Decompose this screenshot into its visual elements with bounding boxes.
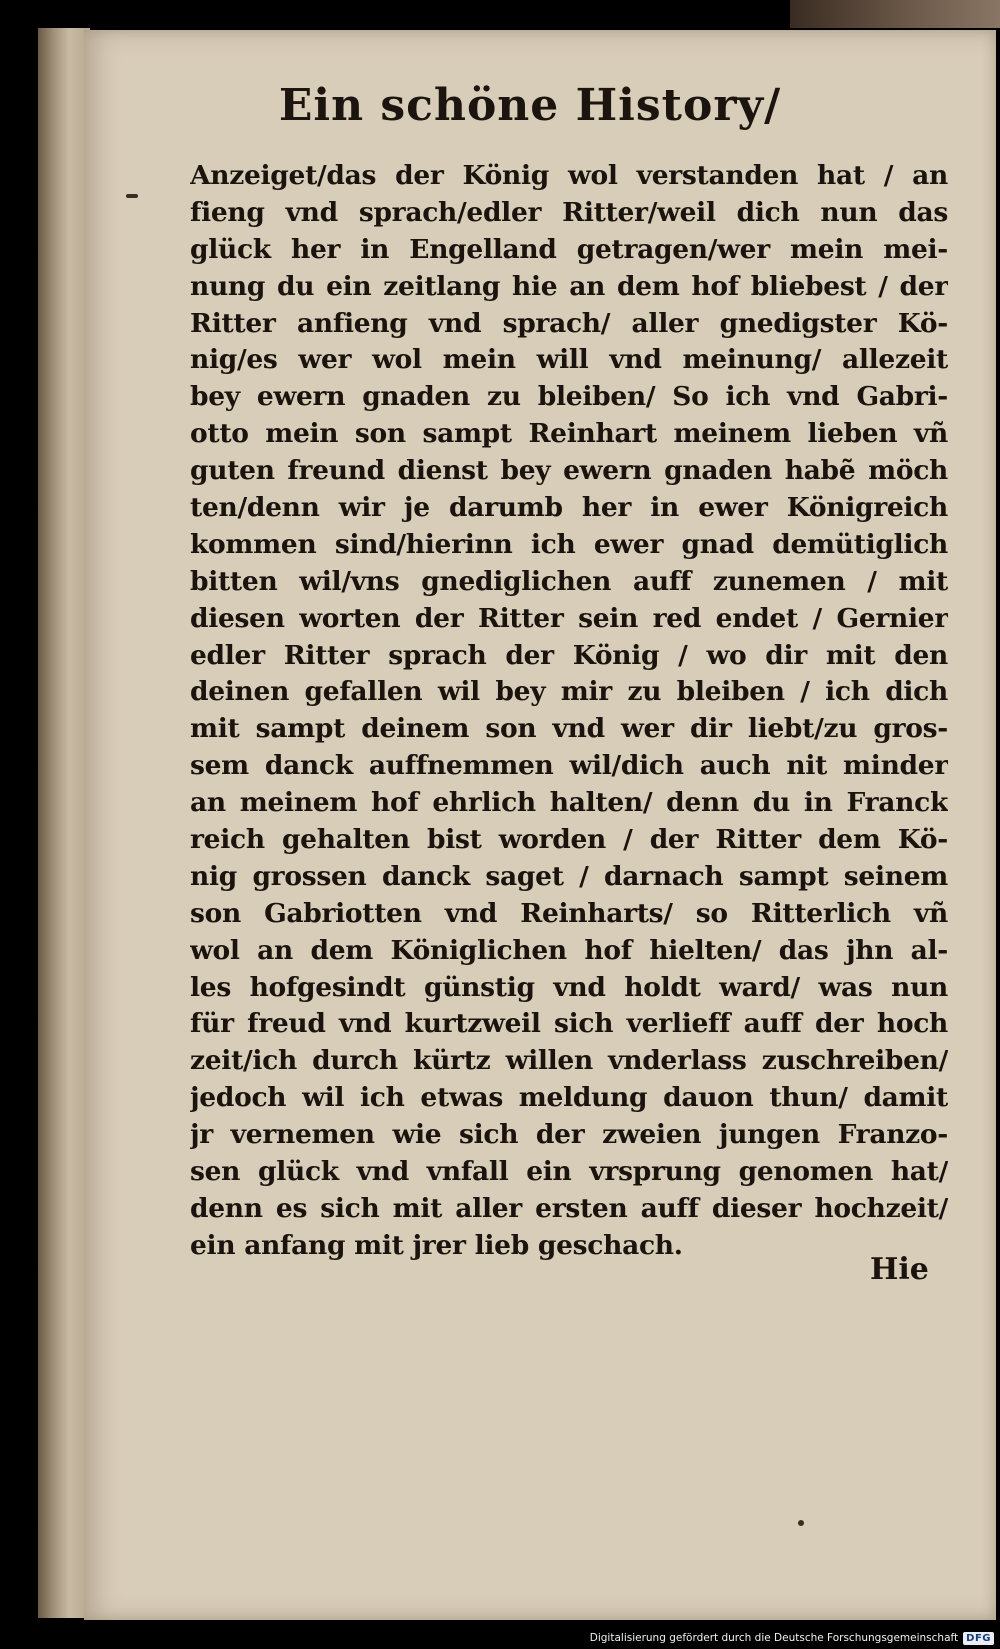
book-page-edges (38, 28, 90, 1618)
text-line: kommen sind/hierinn ich ewer gnad demütiglich (190, 528, 948, 560)
digitization-footer (589, 1627, 1000, 1649)
dfg-logo: DFG (963, 1632, 994, 1645)
text-line: fieng vnd sprach/edler Ritter/weil dich nun das (190, 196, 948, 228)
text-line: wol an dem Königlichen hof hielten/ das jhn al- (190, 934, 948, 966)
text-line-last: ein anfang mit jrer lieb geschach. (190, 1229, 683, 1261)
text-line: an meinem hof ehrlich halten/ denn du in Franck (190, 787, 948, 819)
text-line: denn es sich mit aller ersten auff dieser hochzeit/ (190, 1192, 948, 1224)
ink-mark (126, 194, 138, 198)
text-line: edler Ritter sprach der König / wo dir mit den (190, 639, 948, 671)
top-edge-strip (790, 0, 1000, 28)
text-line: glück her in Engelland getragen/wer mein mei- (190, 233, 948, 265)
text-line: nung du ein zeitlang hie an dem hof bliebest / der (190, 270, 948, 302)
text-line: Anzeiget/das der König wol verstanden hat / an (190, 160, 948, 191)
text-line: diesen worten der Ritter sein red endet / Gernier (190, 602, 948, 634)
text-line: les hofgesindt günstig vnd holdt ward/ was nun (190, 971, 948, 1003)
text-line: ten/denn wir je darumb her in ewer Königreich (190, 492, 948, 524)
text-line: für freud vnd kurtzweil sich verlieff auff der hoch (190, 1008, 948, 1040)
body-text (190, 158, 948, 1265)
running-head: Ein schöne History/ (278, 80, 782, 131)
text-line: jedoch wil ich etwas meldung dauon thun/ damit (190, 1082, 948, 1114)
text-line: deinen gefallen wil bey mir zu bleiben / ich dich (190, 676, 948, 708)
footer-credit: Digitalisierung gefördert durch die Deutsche Forschungsgemeinschaft (589, 1632, 959, 1644)
text-line: zeit/ich durch kürtz willen vnderlass zuschreiben/ (190, 1045, 948, 1077)
ink-speck (798, 1520, 804, 1526)
text-line: sen glück vnd vnfall ein vrsprung genomen hat/ (190, 1156, 948, 1188)
text-line: nig/es wer wol mein will vnd meinung/ allezeit (190, 344, 948, 376)
text-line: bitten wil/vns gnediglichen auff zunemen / mit (190, 565, 948, 597)
catchword: Hie (870, 1252, 929, 1287)
text-line: jr vernemen wie sich der zweien jungen Franzo- (190, 1119, 948, 1151)
text-line: Ritter anfieng vnd sprach/ aller gnedigster Kö- (190, 307, 948, 339)
text-line: guten freund dienst bey ewern gnaden habẽ möch (190, 455, 948, 487)
text-line: nig grossen danck saget / darnach sampt seinem (190, 860, 948, 892)
text-line: sem danck auffnemmen wil/dich auch nit minder (190, 750, 948, 782)
text-line: reich gehalten bist worden / der Ritter dem Kö- (190, 824, 948, 856)
text-line: son Gabriotten vnd Reinharts/ so Ritterlich vñ (190, 897, 948, 929)
text-line: mit sampt deinem son vnd wer dir liebt/zu gros- (190, 713, 948, 745)
text-line: otto mein son sampt Reinhart meinem lieben vñ (190, 418, 948, 450)
text-line: bey ewern gnaden zu bleiben/ So ich vnd Gabri- (190, 381, 948, 413)
